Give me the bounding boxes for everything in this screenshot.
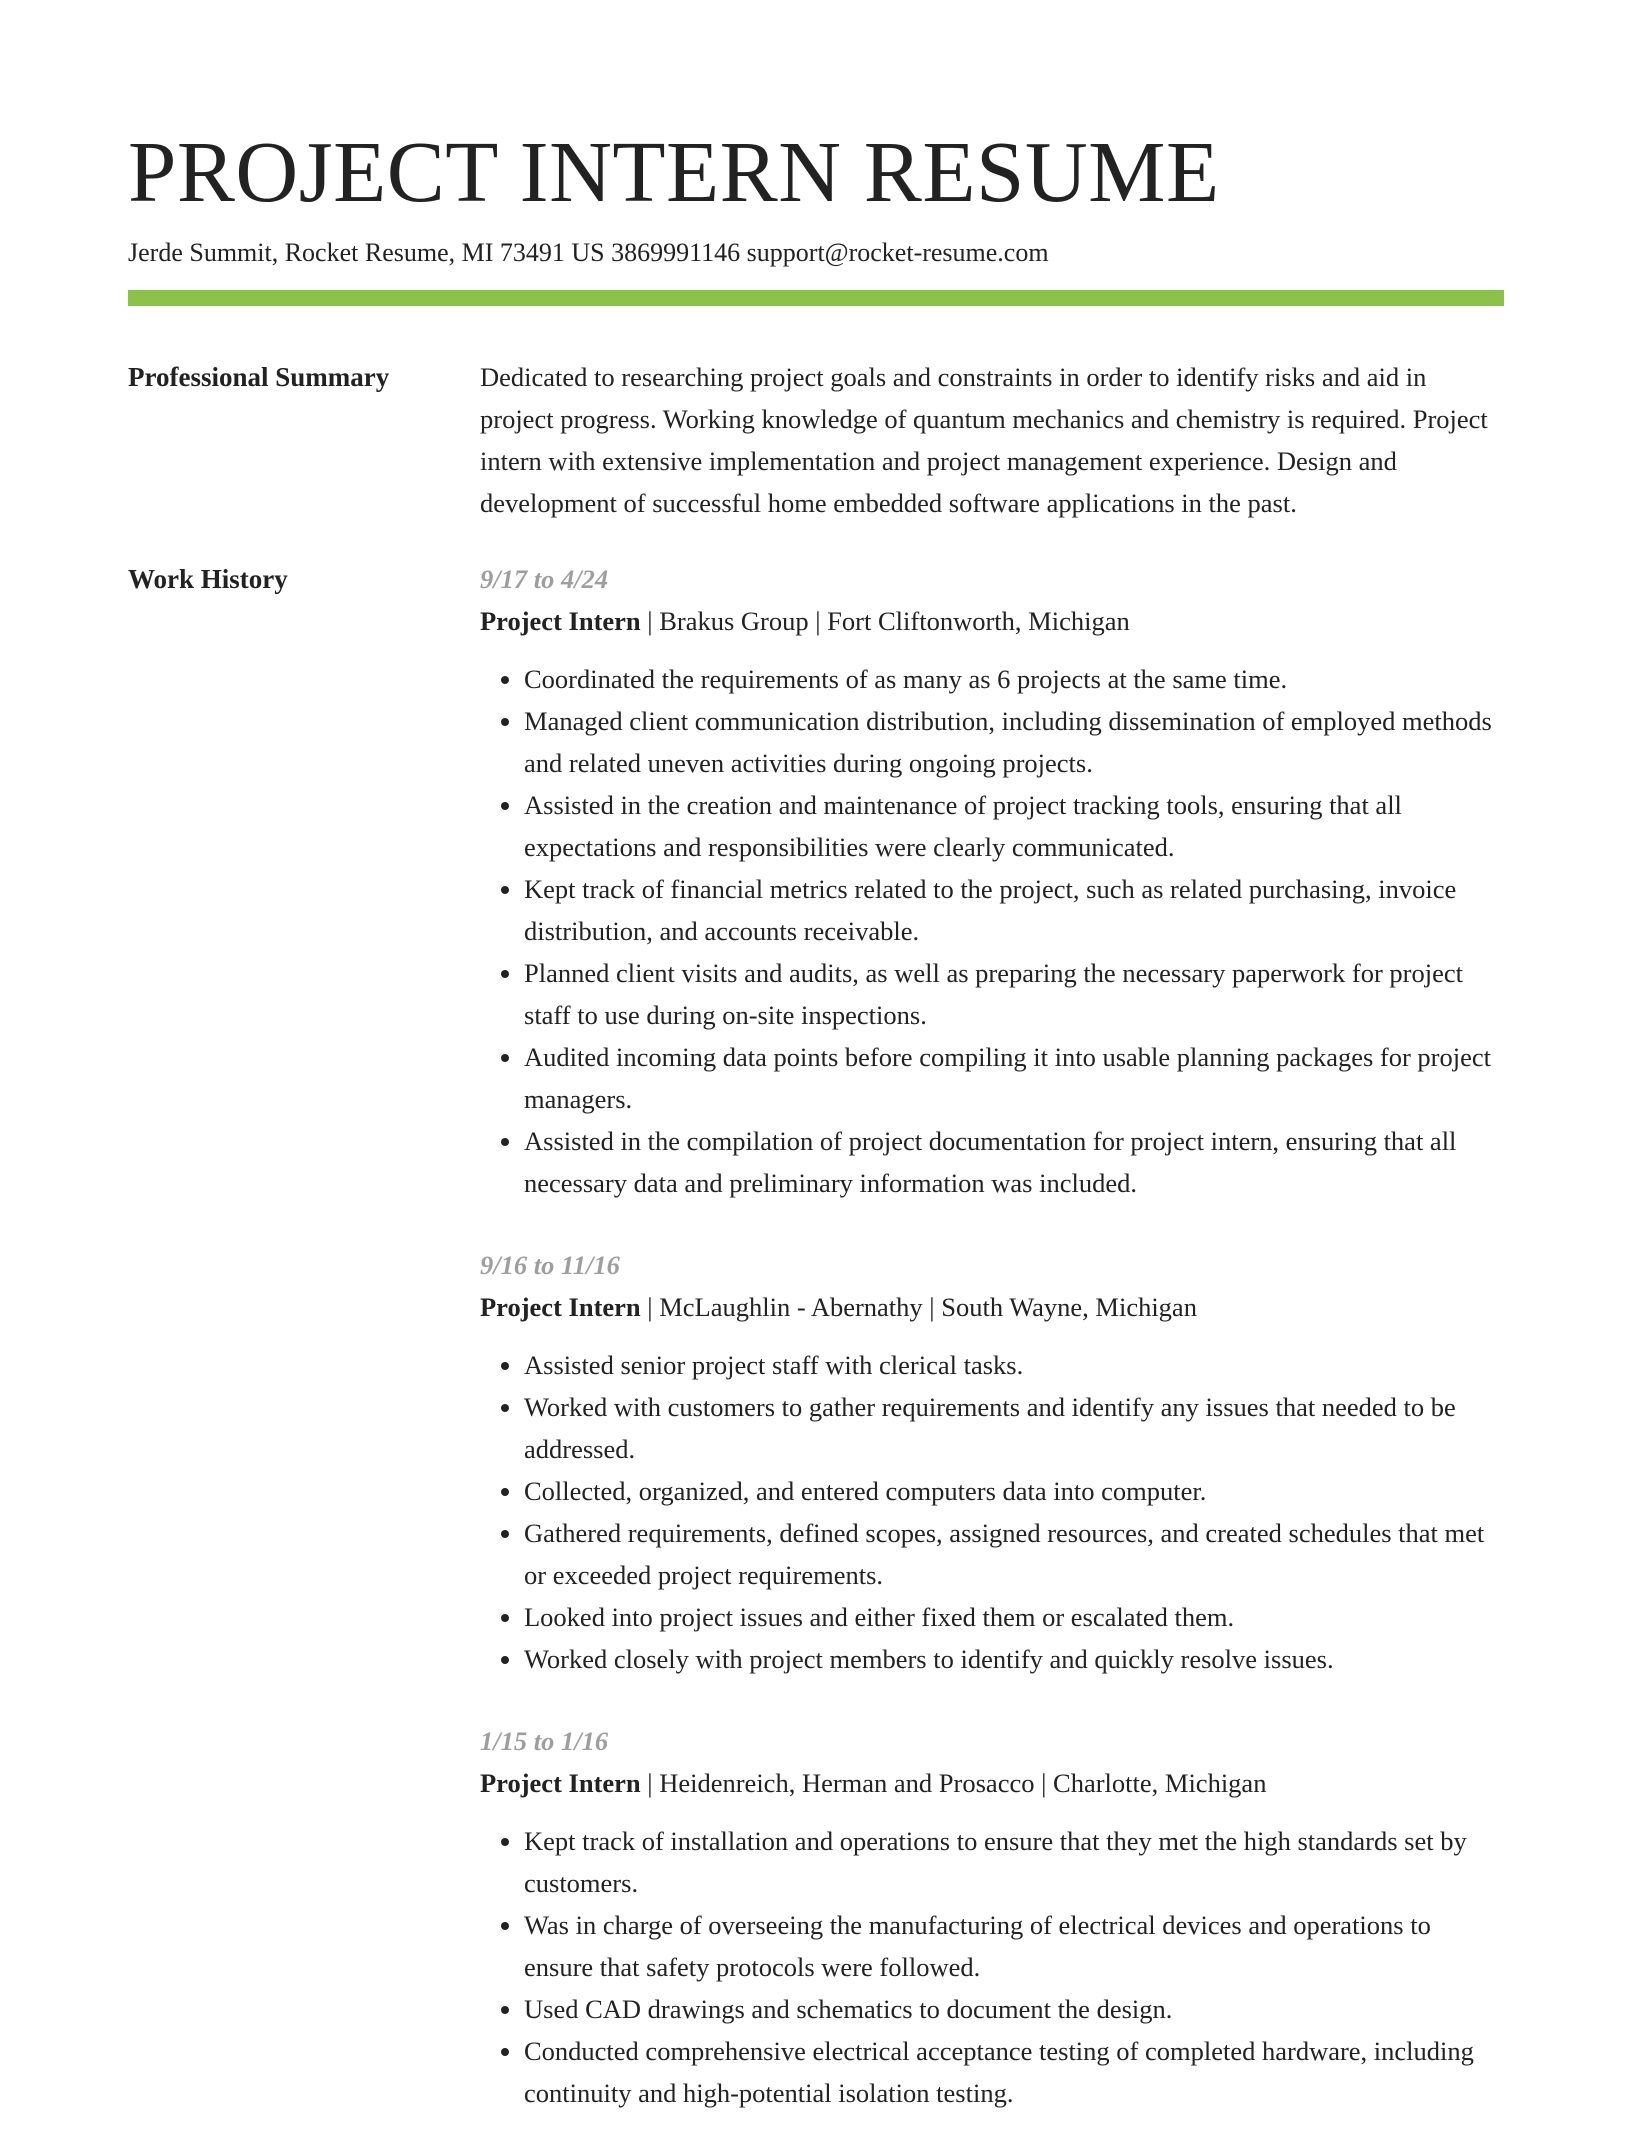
job-bullet: • Used CAD drawings and schematics to document the design.: [524, 1988, 1504, 2030]
job-title: Project Intern: [480, 1768, 641, 1798]
job-bullet: • Managed client communication distribution, including dissemination of employed methods and related uneven activities during ongoing projects.: [524, 700, 1504, 784]
resume-page: [128, 0, 1504, 2154]
job-bullet: • Worked with customers to gather requirements and identify any issues that needed to be addressed.: [524, 1386, 1504, 1470]
job-bullet: • Gathered requirements, defined scopes, assigned resources, and created schedules that met or exceeded project requirements.: [524, 1512, 1504, 1596]
accent-divider: [128, 290, 1504, 306]
job-dates: 9/16 to 11/16: [480, 1250, 620, 1280]
job-dates: 9/17 to 4/24: [480, 564, 609, 594]
section-label-summary: Professional Summary: [128, 362, 390, 392]
job-bullet: • Audited incoming data points before compiling it into usable planning packages for project managers.: [524, 1036, 1504, 1120]
job-heading: [480, 600, 1504, 642]
job-company-location: | McLaughlin - Abernathy | South Wayne, Michigan: [640, 1292, 1197, 1322]
job-bullet: • Conducted comprehensive electrical acceptance testing of completed hardware, including continuity and high-potential isolation testing.: [524, 2030, 1504, 2114]
job-bullet: • Planned client visits and audits, as well as preparing the necessary paperwork for project staff to use during on-site inspections.: [524, 952, 1504, 1036]
job-bullet: • Worked closely with project members to identify and quickly resolve issues.: [524, 1638, 1504, 1680]
job-heading: [480, 1286, 1504, 1328]
page-title: PROJECT INTERN RESUME: [128, 123, 1220, 220]
job-bullet: • Assisted in the creation and maintenance of project tracking tools, ensuring that all expectations and responsibilities were clearly communicated.: [524, 784, 1504, 868]
job-bullet: • Was in charge of overseeing the manufacturing of electrical devices and operations to ensure that safety protocols were followed.: [524, 1904, 1504, 1988]
job-title: Project Intern: [480, 1292, 641, 1322]
job-bullet-list: [480, 1820, 1504, 2114]
job-title: Project Intern: [480, 606, 641, 636]
job-company-location: | Brakus Group | Fort Cliftonworth, Michigan: [640, 606, 1130, 636]
job-bullet-list: [480, 1344, 1504, 1680]
job-bullet: • Looked into project issues and either fixed them or escalated them.: [524, 1596, 1504, 1638]
section-label-work-history: Work History: [128, 564, 288, 594]
work-history-section: [128, 558, 1504, 2154]
summary-text: Dedicated to researching project goals and constraints in order to identify risks and aid in project progress. Working knowledge of quantum mechanics and chemistry is required. Project intern with extensive implementation and project management experience. Design and development of successful home embedded software applications in the past.: [480, 362, 1488, 518]
job-bullet: • Assisted senior project staff with clerical tasks.: [524, 1344, 1504, 1386]
job-entry: [480, 558, 1504, 1204]
job-bullet: • Kept track of financial metrics related to the project, such as related purchasing, invoice distribution, and accounts receivable.: [524, 868, 1504, 952]
professional-summary-section: [128, 356, 1504, 524]
job-bullet: • Assisted in the compilation of project documentation for project intern, ensuring that all necessary data and preliminary information was included.: [524, 1120, 1504, 1204]
job-bullet-list: [480, 658, 1504, 1204]
job-dates: 1/15 to 1/16: [480, 1726, 609, 1756]
job-list: [480, 558, 1504, 2154]
job-heading: [480, 1762, 1504, 1804]
job-entry: [480, 1244, 1504, 1680]
job-entry: [480, 1720, 1504, 2114]
job-bullet: • Collected, organized, and entered computers data into computer.: [524, 1470, 1504, 1512]
job-bullet: • Coordinated the requirements of as many as 6 projects at the same time.: [524, 658, 1504, 700]
job-company-location: | Heidenreich, Herman and Prosacco | Charlotte, Michigan: [640, 1768, 1267, 1798]
job-bullet: • Kept track of installation and operations to ensure that they met the high standards set by customers.: [524, 1820, 1504, 1904]
contact-line: Jerde Summit, Rocket Resume, MI 73491 US 3869991146 support@rocket-resume.com: [128, 238, 1049, 267]
